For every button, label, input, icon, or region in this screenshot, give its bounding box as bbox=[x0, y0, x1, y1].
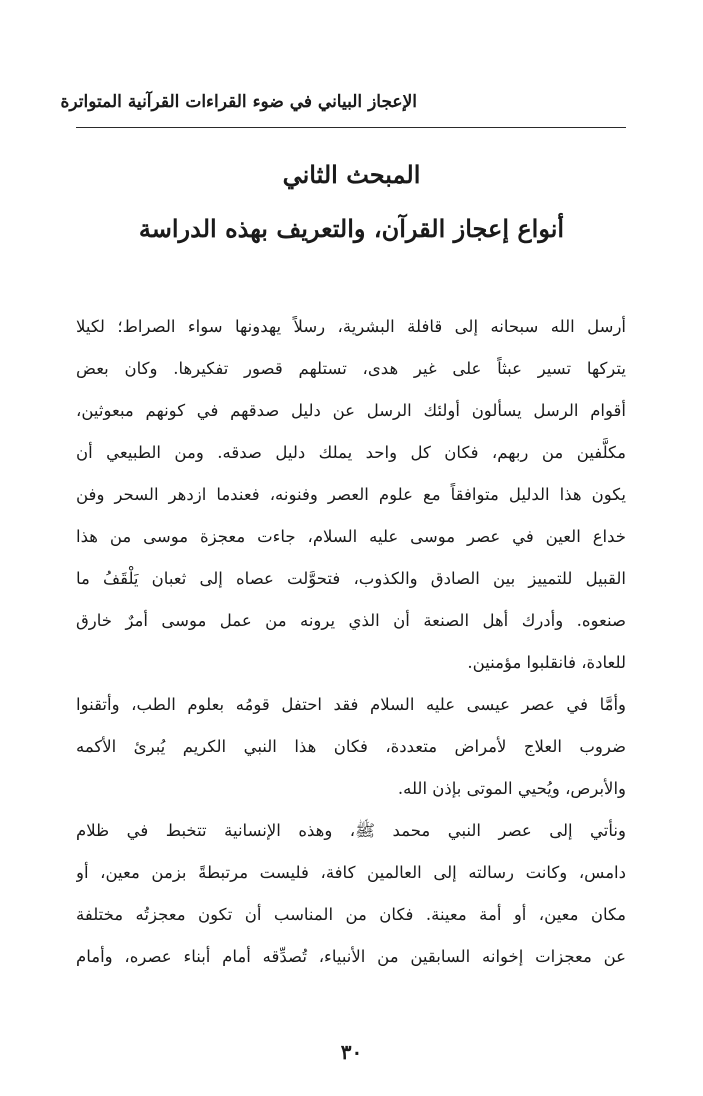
text-line: يتركها تسير عبثاً على غير هدى، تستلهم قصور تفكيرها. وكان بعض bbox=[76, 359, 626, 378]
section-subtitle: أنواع إعجاز القرآن، والتعريف بهذه الدراسة bbox=[138, 214, 565, 243]
body-text bbox=[76, 306, 626, 978]
text-line: دامس، وكانت رسالته إلى العالمين كافة، فليست مرتبطةً بزمن معين، أو bbox=[76, 863, 626, 882]
text-line: والأبرص، ويُحيي الموتى بإذن الله. bbox=[397, 779, 626, 798]
text-line: أقوام الرسل يسألون أولئك الرسل عن دليل صدقهم في كونهم مبعوثين، bbox=[76, 401, 626, 420]
text-line: صنعوه. وأدرك أهل الصنعة أن الذي يرونه من عمل موسى أمرٌ خارق bbox=[76, 611, 626, 630]
text-line: عن معجزات إخوانه السابقين من الأنبياء، تُصدِّقه أمام أبناء عصره، وأمام bbox=[76, 947, 626, 966]
text-line: ضروب العلاج لأمراض متعددة، فكان هذا النبي الكريم يُبرئ الأكمه bbox=[76, 737, 626, 756]
running-head: الإعجاز البياني في ضوء القراءات القرآنية المتواترة bbox=[60, 92, 417, 112]
text-line: يكون هذا الدليل متوافقاً مع علوم العصر وفنونه، فعندما ازدهر السحر وفن bbox=[76, 485, 626, 504]
text-line: مكان معين، أو أمة معينة. فكان من المناسب أن تكون معجزتُه مختلفة bbox=[76, 905, 626, 924]
section-title: المبحث الثاني bbox=[282, 160, 421, 189]
text-line: أرسل الله سبحانه إلى قافلة البشرية، رسلاً يهدونها سواء الصراط؛ لكيلا bbox=[76, 317, 626, 336]
page-number: ٣٠ bbox=[340, 1040, 363, 1064]
text-line: للعادة، فانقلبوا مؤمنين. bbox=[467, 653, 626, 672]
text-line: القبيل للتمييز بين الصادق والكذوب، فتحوَّلت عصاه إلى ثعبان يَلْقَفُ ما bbox=[76, 569, 626, 588]
header-rule bbox=[76, 127, 626, 128]
text-line: وأمَّا في عصر عيسى عليه السلام فقد احتفل قومُه بعلوم الطب، وأتقنوا bbox=[76, 695, 626, 714]
text-line: خداع العين في عصر موسى عليه السلام، جاءت معجزة موسى من هذا bbox=[76, 527, 626, 546]
text-line: ونأتي إلى عصر النبي محمد ﷺ، وهذه الإنسانية تتخبط في ظلام bbox=[76, 821, 626, 840]
text-line: مكلَّفين من ربهم، فكان كل واحد يملك دليل صدقه. ومن الطبيعي أن bbox=[76, 443, 626, 462]
